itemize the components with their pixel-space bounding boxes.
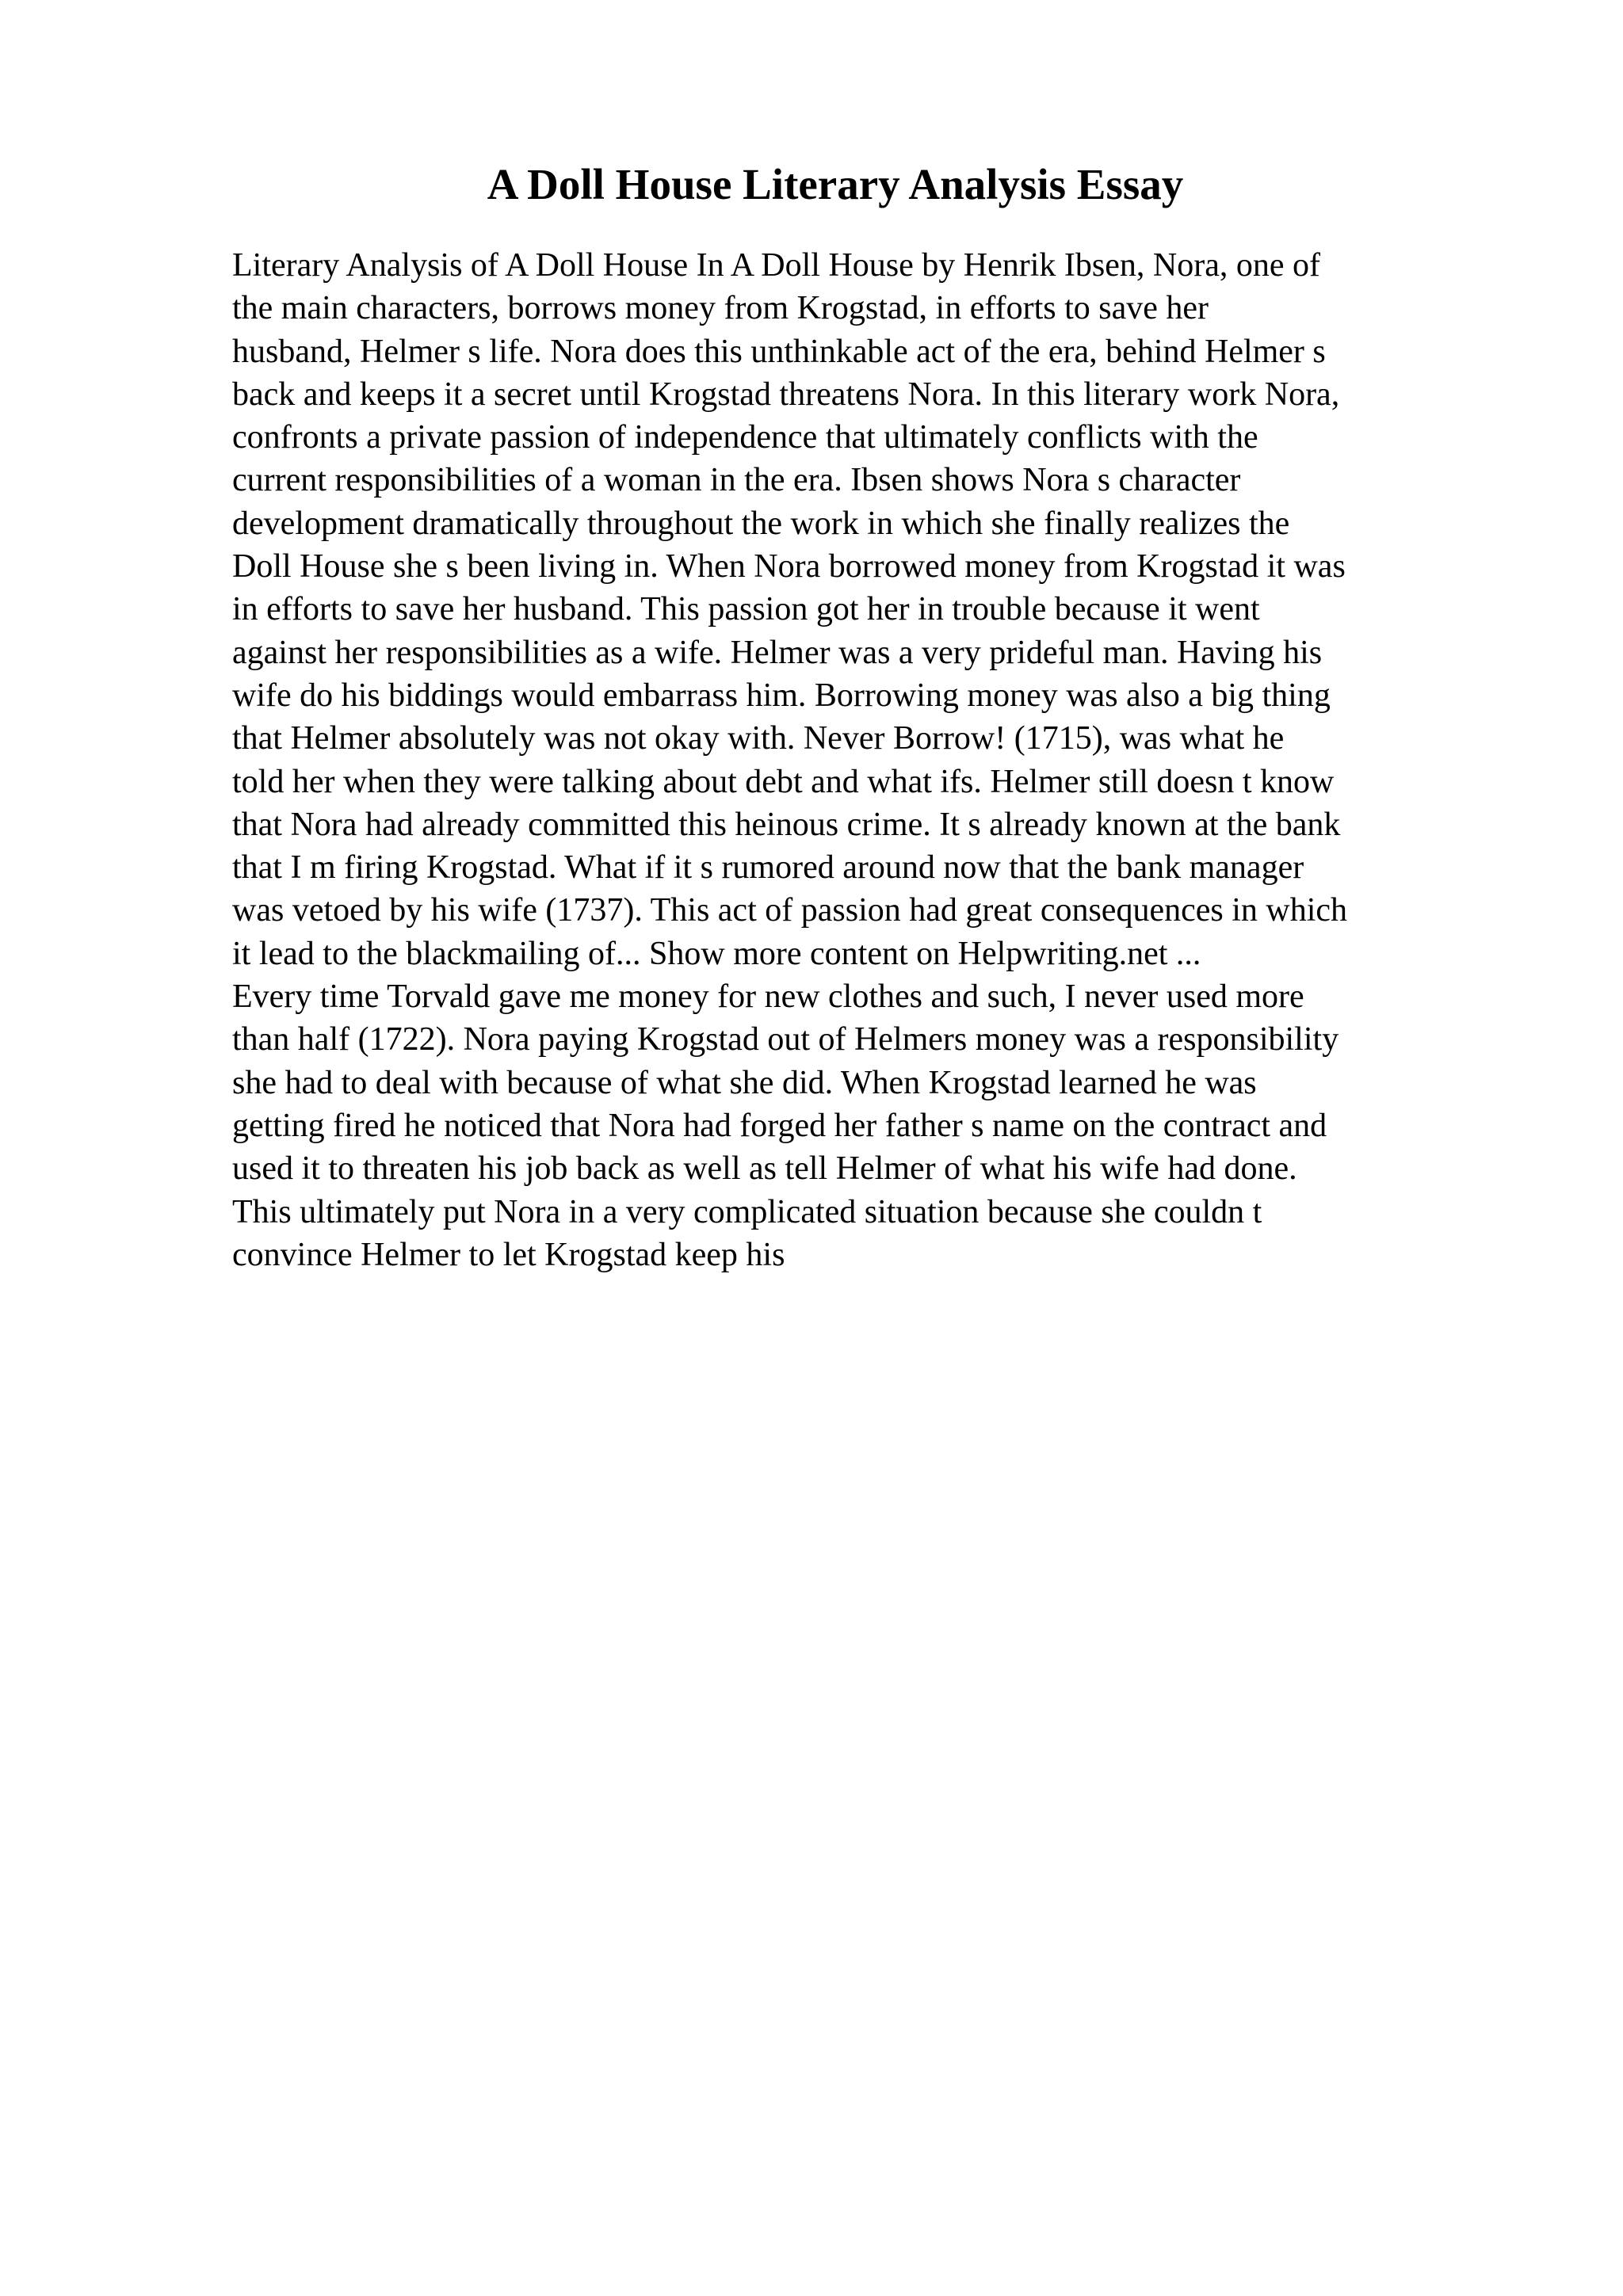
body-line: wife do his biddings would embarrass him. Borrowing money was also a big thing — [232, 677, 1331, 714]
body-line: against her responsibilities as a wife. Helmer was a very prideful man. Having his — [232, 634, 1323, 671]
body-line: getting fired he noticed that Nora had forged her father s name on the contract and — [232, 1107, 1327, 1144]
body-line: back and keeps it a secret until Krogstad threatens Nora. In this literary work Nora, — [232, 376, 1340, 413]
body-line: the main characters, borrows money from Krogstad, in efforts to save her — [232, 290, 1209, 327]
body-line: This ultimately put Nora in a very complicated situation because she couldn t — [232, 1193, 1262, 1230]
body-line: she had to deal with because of what she did. When Krogstad learned he was — [232, 1064, 1257, 1101]
document-title: A Doll House Literary Analysis Essay — [487, 160, 1184, 208]
body-line: was vetoed by his wife (1737). This act of passion had great consequences in which — [232, 892, 1348, 929]
body-line: current responsibilities of a woman in the era. Ibsen shows Nora s character — [232, 462, 1241, 499]
body-line: confronts a private passion of independence that ultimately conflicts with the — [232, 419, 1258, 456]
body-line: told her when they were talking about debt and what ifs. Helmer still doesn t know — [232, 763, 1335, 800]
body-line: that I m firing Krogstad. What if it s rumored around now that the bank manager — [232, 849, 1304, 887]
body-line: used it to threaten his job back as well as tell Helmer of what his wife had done. — [232, 1150, 1297, 1188]
body-line: that Helmer absolutely was not okay with. Never Borrow! (1715), was what he — [232, 720, 1285, 757]
essay-body — [232, 244, 1516, 1276]
body-line: it lead to the blackmailing of... Show more content on Helpwriting.net ... — [232, 935, 1201, 972]
body-line: Literary Analysis of A Doll House In A Doll House by Henrik Ibsen, Nora, one of — [232, 247, 1320, 284]
body-line: in efforts to save her husband. This passion got her in trouble because it went — [232, 591, 1260, 628]
body-line: Every time Torvald gave me money for new clothes and such, I never used more — [232, 978, 1304, 1016]
body-line: convince Helmer to let Krogstad keep his — [232, 1236, 785, 1273]
body-line: development dramatically throughout the work in which she finally realizes the — [232, 505, 1290, 542]
body-line: husband, Helmer s life. Nora does this unthinkable act of the era, behind Helmer s — [232, 333, 1326, 370]
body-line: than half (1722). Nora paying Krogstad out of Helmers money was a responsibility — [232, 1021, 1339, 1058]
body-line: that Nora had already committed this heinous crime. It s already known at the bank — [232, 806, 1341, 843]
body-line: Doll House she s been living in. When Nora borrowed money from Krogstad it was — [232, 548, 1346, 585]
